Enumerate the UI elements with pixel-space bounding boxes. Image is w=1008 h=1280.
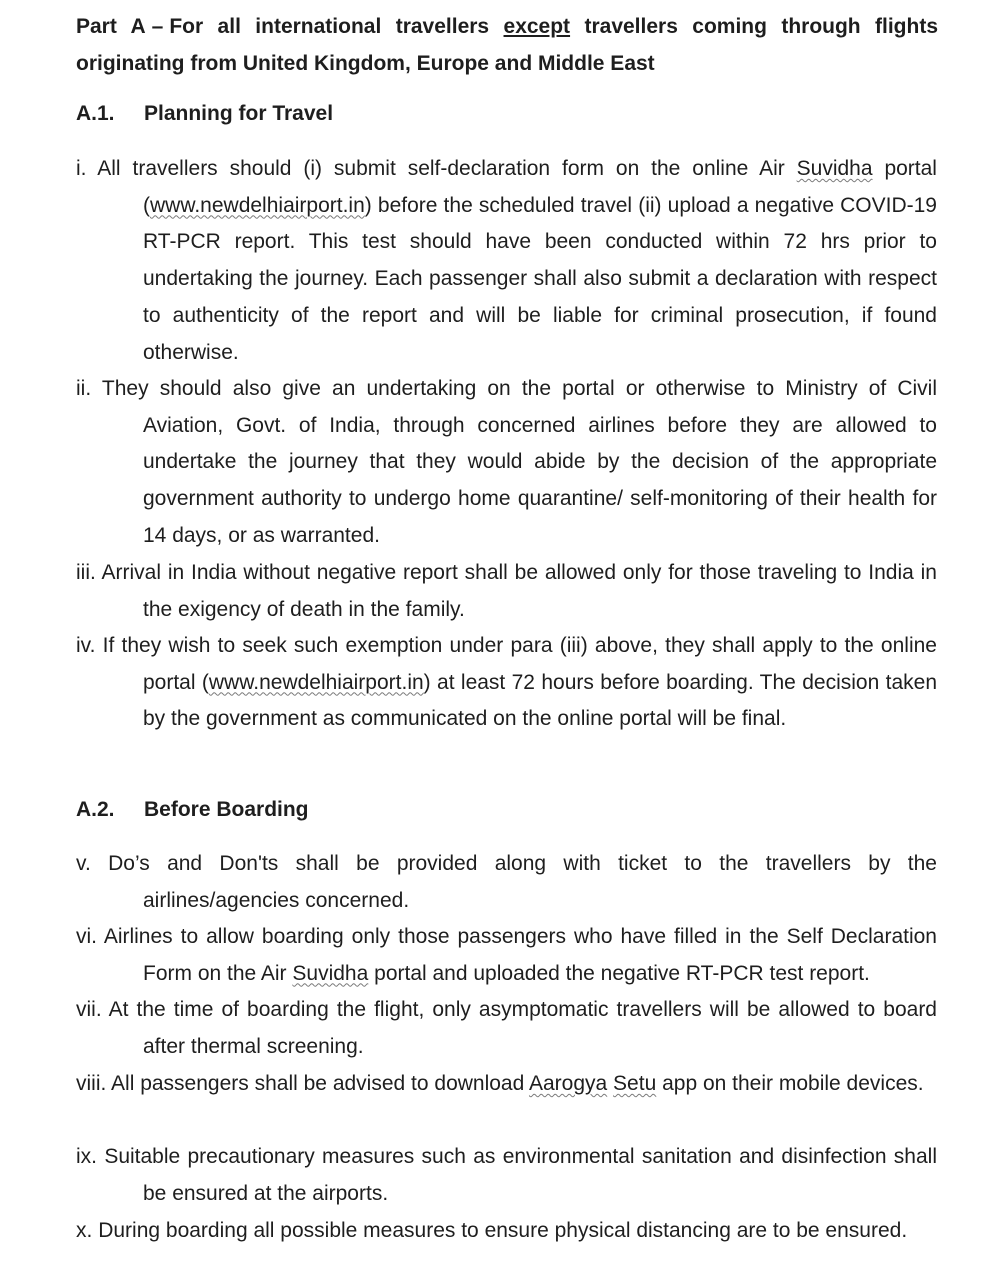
part-label: Part A: [76, 15, 146, 38]
item-text: Airlines to allow boarding only those passengers who have filled in the Self Declaration Form on the Air: [103, 925, 937, 985]
section-number: A.1.: [76, 102, 115, 125]
list-item-ix: [76, 1139, 937, 1212]
title-dash: –: [151, 15, 164, 38]
website-link[interactable]: www.newdelhiairport.in: [208, 670, 424, 694]
item-marker: ix.: [76, 1145, 97, 1168]
list-item-iv: [76, 628, 938, 738]
section-title: Before Boarding: [144, 798, 309, 821]
item-text: Arrival in India without negative report shall be allowed only for those traveling to India in the exigency of death in the family.: [101, 561, 937, 621]
list-item-ii: [76, 371, 937, 555]
item-marker: v.: [76, 852, 91, 875]
item-text: portal and uploaded the negative RT-PCR test report.: [374, 961, 870, 985]
title-emphasis: except: [503, 15, 571, 38]
spellcheck-word: Suvidha: [292, 961, 369, 985]
item-marker: iv.: [76, 634, 96, 657]
list-item-v: [76, 846, 937, 919]
website-link[interactable]: www.newdelhiairport.in: [150, 193, 365, 217]
item-text: Suitable precautionary measures such as environmental sanitation and disinfection shall be ensured at the airports.: [104, 1145, 937, 1205]
item-marker: viii.: [76, 1072, 107, 1095]
part-a-heading: [76, 8, 938, 82]
section-title: Planning for Travel: [144, 102, 334, 125]
list-item-viii: [76, 1066, 937, 1103]
item-marker: vii.: [76, 998, 102, 1021]
spellcheck-word: Suvidha: [796, 157, 873, 180]
item-text: If they wish to seek such exemption under para (iii) above, they shall apply to the online portal (: [102, 634, 937, 694]
item-text: All travellers should (i) submit self-declaration form on the online Air: [97, 157, 785, 180]
item-text: portal (: [143, 157, 937, 217]
list-item-i: [76, 151, 937, 371]
list-item-vii: [76, 992, 937, 1065]
title-post: travellers coming through flights originating from United Kingdom, Europe and Middle East: [76, 15, 939, 75]
item-marker: iii.: [76, 561, 96, 584]
item-text: During boarding all possible measures to ensure physical distancing are to be ensured.: [98, 1219, 908, 1242]
item-text: app on their mobile devices.: [662, 1072, 924, 1095]
section-a2-heading: [76, 795, 938, 825]
item-marker: x.: [76, 1219, 93, 1242]
list-item-iii: [76, 555, 937, 628]
spellcheck-word: Aarogya: [528, 1072, 608, 1095]
item-marker: vi.: [76, 925, 97, 948]
title-pre: For all international travellers: [169, 15, 490, 38]
section-number: A.2.: [76, 798, 115, 821]
item-text: They should also give an undertaking on the portal or otherwise to Ministry of Civil Aviation, Govt. of India, through concerned airlines before they are allowed to undertake the journey that they would abide by the decision of the appropriate government authority to undergo home quarantine/ self-monitoring of their health for 14 days, or as warranted.: [101, 377, 937, 547]
list-item-x: [76, 1213, 937, 1250]
item-marker: i.: [76, 157, 87, 180]
item-text: At the time of boarding the flight, only asymptomatic travellers will be allowed to board after thermal screening.: [108, 998, 937, 1058]
item-marker: ii.: [76, 377, 92, 400]
item-text: Do’s and Don'ts shall be provided along with ticket to the travellers by the airlines/agencies concerned.: [108, 852, 937, 912]
item-text: ) before the scheduled travel (ii) upload a negative COVID-19 RT-PCR report. This test should have been conducted within 72 hrs prior to undertaking the journey. Each passenger shall also submit a declaration with respect to authenticity of the report and will be liable for criminal prosecution, if found otherwise.: [143, 193, 937, 364]
section-a1-heading: [76, 99, 938, 129]
list-item-vi: [76, 919, 937, 992]
item-text: All passengers shall be advised to download: [111, 1072, 525, 1095]
item-text: ) at least 72 hours before boarding. The decision taken by the government as communicated on the online portal will be final.: [143, 670, 938, 731]
spellcheck-word: Setu: [613, 1072, 657, 1095]
